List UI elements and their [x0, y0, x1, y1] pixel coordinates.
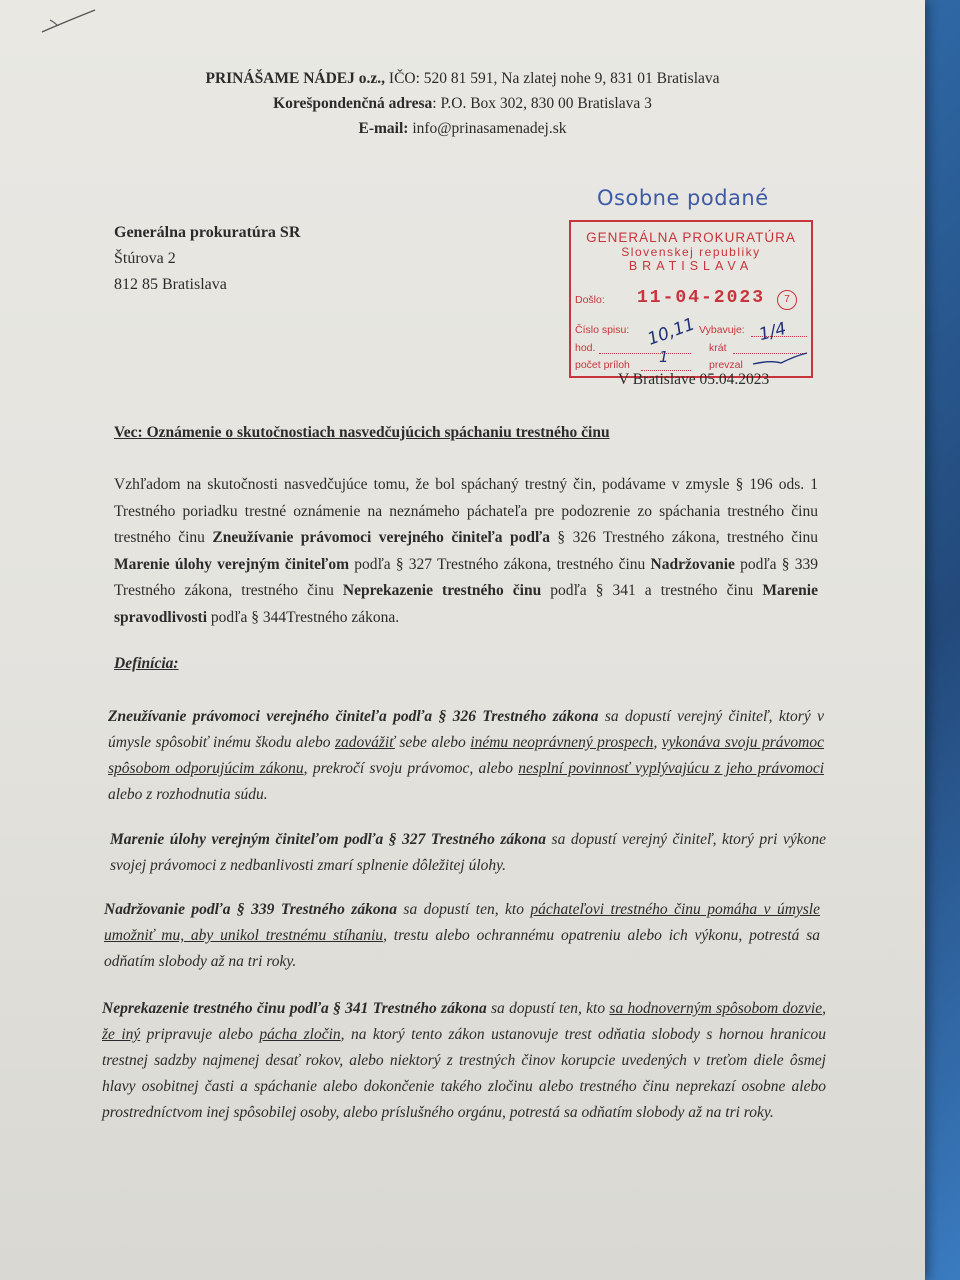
- handwritten-spis-number: 10,11: [645, 314, 698, 350]
- corr-value: : P.O. Box 302, 830 00 Bratislava 3: [432, 95, 652, 112]
- recipient-city: 812 85 Bratislava: [114, 276, 227, 293]
- intro-crime-1: Zneužívanie právomoci verejného činiteľa podľa: [212, 529, 550, 546]
- stamp-circle-number: 7: [777, 290, 797, 310]
- email-label: E-mail:: [358, 120, 409, 137]
- definition-341: [102, 996, 826, 1126]
- stamp-krat-label: krát: [709, 342, 727, 354]
- definition-341-underline-3: pácha zločin: [259, 1026, 341, 1043]
- definition-339: [104, 897, 820, 975]
- definition-339-title: Nadržovanie podľa § 339 Trestného zákona: [104, 901, 397, 918]
- pen-mark-icon: [40, 6, 100, 36]
- definition-326-title: Zneužívanie právomoci verejného činiteľa podľa § 326 Trestného zákona: [108, 708, 599, 725]
- definition-339-underline: páchateľovi trestného činu pomáha v úmysle umožniť mu, aby unikol trestnému stíhaniu: [104, 901, 820, 944]
- definition-327: [110, 827, 826, 879]
- intro-crime-2: Marenie úlohy verejným činiteľom: [114, 555, 349, 573]
- intro-text-4: podľa § 339 Trestného zákona, trestného činu: [114, 555, 818, 599]
- stamp-cislo-spisu-label: Číslo spisu:: [575, 324, 630, 336]
- intro-text-1: Vzhľadom na skutočnosti nasvedčujúce tomu, že bol spáchaný trestný čin, podávame v zmysle § 196 ods. 1 Trestného poriadku trestné oznámenie na neznámeho páchateľa pre podozrenie zo spáchania trestného činu trestného činu: [114, 476, 818, 546]
- definition-339-text-2: , trestu alebo ochrannému opatreniu alebo ich výkonu, potrestá sa odňatím slobody až na tri roky.: [104, 927, 820, 970]
- intro-text-5: podľa § 341 a trestného činu: [541, 582, 763, 599]
- definition-326-text-4: , prekročí svoju právomoc, alebo: [303, 760, 519, 777]
- stamp-line-2: Slovenskej republiky: [621, 245, 761, 259]
- letter-subject: Vec: Oznámenie o skutočnostiach nasvedčujúcich spáchaniu trestného činu: [114, 424, 610, 441]
- definition-341-underline-1: sa hodnoverným spôsobom dozvie: [609, 1000, 823, 1017]
- definition-339-text-1: sa dopustí ten, kto: [396, 901, 531, 918]
- definition-326-text-2: sebe alebo: [394, 734, 471, 751]
- definition-326-underline-3: vykonáva svoju právomoc spôsobom odporujúcim zákonu: [108, 734, 824, 777]
- stamp-line-3: BRATISLAVA: [628, 259, 754, 273]
- definition-326-text-1: sa dopustí verejný činiteľ, ktorý v úmysle spôsobiť inému škodu alebo: [108, 708, 824, 751]
- intro-crime-3: Nadržovanie: [650, 555, 735, 573]
- org-name: PRINÁŠAME NÁDEJ o.z.,: [205, 70, 386, 87]
- corr-label: Korešpondenčná adresa: [273, 95, 433, 112]
- recipient-name: Generálna prokuratúra SR: [114, 224, 301, 241]
- stamp-hod-label: hod.: [575, 342, 596, 354]
- letterhead-line-1: [0, 66, 925, 91]
- intro-crime-4: Neprekazenie trestného činu: [342, 582, 542, 599]
- intro-text-6: podľa § 344Trestného zákona.: [207, 608, 400, 626]
- handwritten-vybavuje: 1/4: [756, 318, 789, 346]
- stamp-date: 11-04-2023: [637, 288, 766, 308]
- definition-341-text-2: ,: [822, 1000, 826, 1017]
- definition-341-underline-2: že iný: [102, 1026, 141, 1043]
- intro-text-2: § 326 Trestného zákona, trestného činu: [549, 529, 818, 546]
- stamp-vybavuje-label: Vybavuje:: [699, 324, 745, 336]
- recipient-address: [114, 220, 300, 298]
- definition-326: [108, 704, 824, 808]
- intro-paragraph: [114, 472, 818, 631]
- recipient-street: Štúrova 2: [114, 250, 176, 267]
- definition-326-underline-4: nesplní povinnosť vyplývajúcu z jeho právomoci: [518, 760, 825, 777]
- stamp-doslo-label: Došlo:: [575, 294, 605, 306]
- intro-crime-5: Marenie spravodlivosti: [114, 582, 818, 626]
- definition-341-text-4: , na ktorý tento zákon ustanovuje trest odňatia slobody s hornou hranicou trestnej sadzby najmenej desať rokov, alebo niektorý z trestných činov korupcie uvedených v treťom diele ôsmej hlavy osobitnej časti a spáchanie alebo dokončenie takého zločinu alebo trestného činu neprekazí osobne alebo prostredníctvom inej spôsobilej osoby, alebo príslušného orgánu, potrestá sa odňatím slobody až na tri roky.: [102, 1026, 827, 1121]
- handwritten-prilohy: 1: [659, 348, 669, 366]
- receipt-stamp: [569, 220, 813, 378]
- place-and-date: V Bratislave 05.04.2023: [618, 371, 770, 388]
- definition-326-text-3: ,: [653, 734, 662, 751]
- definition-341-text-3: pripravuje alebo: [140, 1026, 260, 1043]
- stamp-hod-line: [599, 343, 691, 354]
- definition-326-underline-1: zadovážiť: [334, 734, 395, 751]
- letterhead-line-3: [0, 116, 925, 141]
- stamp-pocet-priloh-label: počet príloh: [575, 359, 630, 371]
- signature-icon: [751, 350, 809, 368]
- org-details: IČO: 520 81 591, Na zlatej nohe 9, 831 01 Bratislava: [388, 70, 720, 87]
- definition-326-underline-2: inému neoprávnený prospech: [470, 734, 654, 751]
- email-value: info@prinasamenadej.sk: [412, 120, 567, 137]
- handwritten-osobne-podane: Osobne podané: [597, 186, 769, 210]
- definition-327-title: Marenie úlohy verejným činiteľom podľa § 327 Trestného zákona: [110, 831, 547, 848]
- definition-341-title: Neprekazenie trestného činu podľa § 341 Trestného zákona: [102, 1000, 487, 1017]
- definition-327-text: sa dopustí verejný činiteľ, ktorý pri výkone svojej právomoci z nedbanlivosti zmarí splnenie dôležitej úlohy.: [110, 831, 826, 874]
- definition-341-text-1: sa dopustí ten, kto: [486, 1000, 610, 1017]
- stamp-prevzal-label: prevzal: [709, 359, 743, 371]
- intro-text-3: podľa § 327 Trestného zákona, trestného činu: [348, 555, 651, 573]
- stamp-line-1: GENERÁLNA PROKURATÚRA: [586, 230, 796, 245]
- letterhead-line-2: [0, 91, 925, 116]
- definicia-heading: Definícia:: [114, 655, 179, 672]
- letterhead: [0, 66, 925, 141]
- definition-326-text-5: alebo z rozhodnutia súdu.: [108, 786, 268, 803]
